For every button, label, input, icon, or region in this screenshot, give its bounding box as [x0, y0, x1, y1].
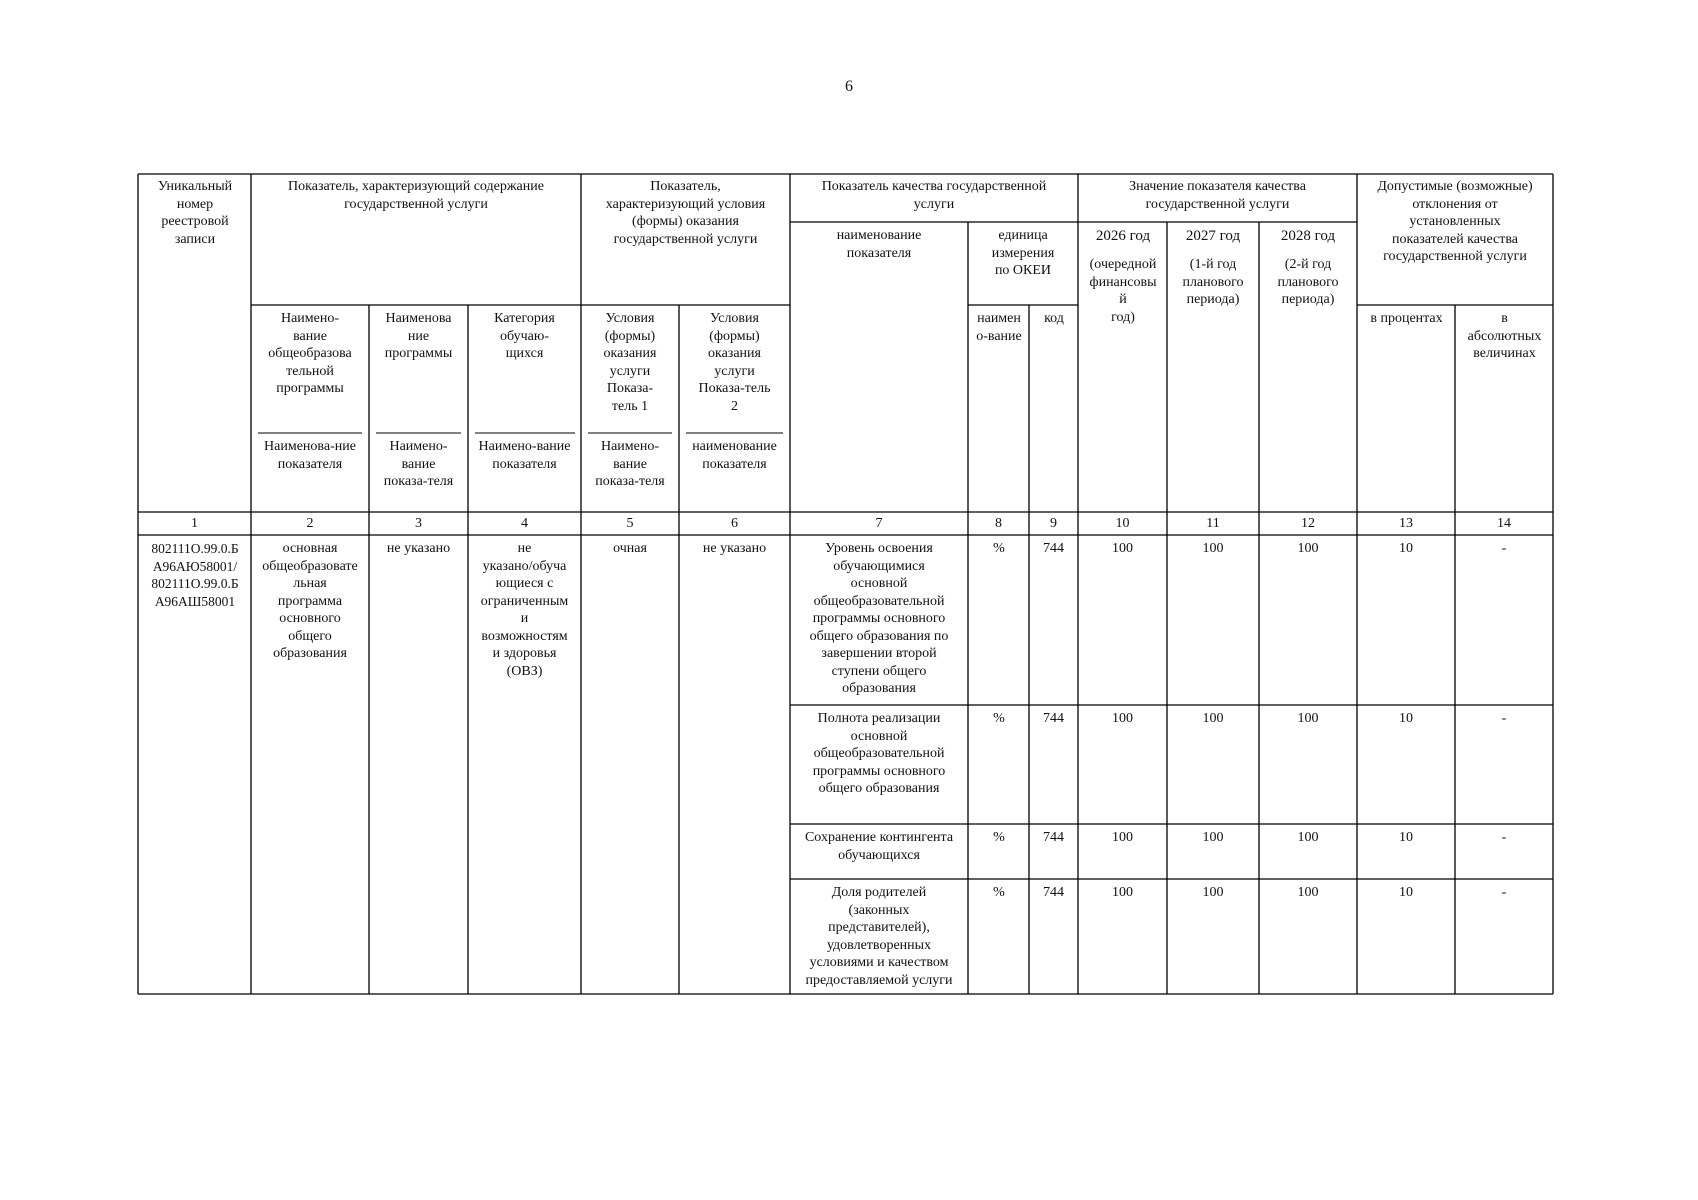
indicator-name: Полнота реализации основной общеобразовательной программы основного общего образования [812, 711, 946, 796]
registry-number: 802111О.99.0.Б А96АЮ58001/ 802111О.99.0.Б А96АШ58001 [151, 541, 239, 609]
column-number: 5 [626, 516, 634, 531]
indicator-deviation-absolute: - [1501, 885, 1507, 900]
header-year-2026: 2026 год [1095, 228, 1151, 244]
indicator-unit: % [993, 711, 1005, 726]
indicator-value-2026: 100 [1112, 885, 1133, 900]
header-deviation: Допустимые (возможные) отклонения от установленных показателей качества государственной услуги [1377, 179, 1533, 264]
indicator-value-2028: 100 [1297, 885, 1319, 900]
header-year-2027-sub: (1-й год планового периода) [1182, 257, 1244, 307]
indicator-deviation-percent: 10 [1399, 541, 1413, 556]
indicator-value-2027: 100 [1202, 711, 1224, 726]
header-indicator-name-5: Наимено- вание показа-теля [595, 439, 665, 489]
header-indicator-name-4: Наимено-вание показателя [478, 439, 571, 472]
page-number: 6 [845, 78, 853, 95]
indicator-unit: % [993, 541, 1005, 556]
condition-2: не указано [702, 541, 767, 556]
indicator-value-2028: 100 [1297, 830, 1319, 845]
header-conditions-indicator: Показатель, характеризующий условия (формы) оказания государственной услуги [605, 179, 766, 247]
header-indicator-name-2: Наименова-ние показателя [264, 439, 356, 472]
indicator-value-2026: 100 [1112, 711, 1133, 726]
header-indicator-name-6: наименование показателя [692, 439, 777, 472]
indicator-deviation-absolute: - [1501, 541, 1507, 556]
indicator-unit: % [993, 885, 1005, 900]
program-name: основная общеобразовате льная программа основного общего образования [262, 541, 358, 661]
indicator-code: 744 [1043, 541, 1064, 556]
indicator-deviation-percent: 10 [1399, 885, 1413, 900]
column-number: 3 [415, 516, 422, 531]
header-sub-category: Категория обучаю- щихся [494, 311, 555, 361]
header-sub-condition-2: Условия (формы) оказания услуги Показа-тель 2 [698, 311, 771, 414]
header-sub-program-name: Наимено- вание общеобразова тельной программы [268, 311, 352, 396]
header-quality-indicator: Показатель качества государственной услуги [821, 179, 1047, 212]
header-content-indicator: Показатель, характеризующий содержание государственной услуги [288, 179, 544, 212]
header-sub-condition-1: Условия (формы) оказания услуги Показа- тель 1 [603, 311, 657, 414]
indicator-value-2028: 100 [1297, 541, 1319, 556]
header-indicator-name: наименование показателя [836, 228, 922, 261]
header-indicator-name-3: Наимено- вание показа-теля [383, 439, 454, 489]
header-unit-name: наимен о-вание [976, 311, 1022, 344]
indicator-value-2027: 100 [1202, 885, 1224, 900]
indicator-deviation-absolute: - [1501, 830, 1507, 845]
indicator-deviation-percent: 10 [1399, 711, 1413, 726]
header-quality-value: Значение показателя качества государственной услуги [1129, 179, 1306, 212]
column-number: 12 [1301, 516, 1315, 531]
column-number: 6 [731, 516, 738, 531]
header-year-2026-sub: (очередной финансовы й год) [1089, 257, 1157, 325]
indicator-code: 744 [1043, 885, 1064, 900]
column-number: 4 [521, 516, 528, 531]
header-year-2028: 2028 год [1280, 228, 1336, 244]
column-number: 8 [995, 516, 1002, 531]
column-number: 13 [1399, 516, 1413, 531]
indicator-code: 744 [1043, 711, 1064, 726]
header-unique-number: Уникальный номер реестровой записи [157, 179, 233, 247]
indicator-code: 744 [1043, 830, 1064, 845]
indicator-deviation-absolute: - [1501, 711, 1507, 726]
indicator-value-2027: 100 [1202, 830, 1224, 845]
column-number: 11 [1206, 516, 1220, 531]
header-sub-program: Наименова ние программы [384, 311, 453, 361]
student-category: не указано/обуча ющиеся с ограниченным и возможностям и здоровья (ОВЗ) [480, 541, 569, 679]
column-number: 10 [1115, 516, 1130, 531]
indicator-value-2026: 100 [1112, 830, 1133, 845]
indicator-name: Уровень освоения обучающимися основной общеобразовательной программы основного общего образования по завершении второй ступени общего образования [809, 541, 949, 696]
indicator-value-2026: 100 [1112, 541, 1133, 556]
indicator-deviation-percent: 10 [1399, 830, 1413, 845]
header-in-absolute: в абсолютных величинах [1467, 311, 1542, 361]
program: не указано [386, 541, 451, 556]
indicator-value-2028: 100 [1297, 711, 1319, 726]
indicator-name: Доля родителей (законных представителей), удовлетворенных условиями и качеством предоставляемой услуги [805, 885, 953, 988]
condition-1: очная [613, 541, 647, 556]
indicator-name: Сохранение контингента обучающихся [804, 830, 954, 863]
header-unit-code: код [1044, 311, 1064, 326]
header-in-percent: в процентах [1370, 311, 1443, 326]
indicator-unit: % [993, 830, 1005, 845]
header-year-2027: 2027 год [1185, 228, 1241, 244]
column-number: 7 [875, 516, 883, 531]
column-number: 1 [191, 516, 198, 531]
column-number: 2 [306, 516, 314, 531]
column-number: 9 [1050, 516, 1057, 531]
column-number: 14 [1497, 516, 1511, 531]
header-year-2028-sub: (2-й год планового периода) [1277, 257, 1339, 307]
header-unit-okei: единица измерения по ОКЕИ [991, 228, 1055, 278]
indicator-value-2027: 100 [1202, 541, 1224, 556]
